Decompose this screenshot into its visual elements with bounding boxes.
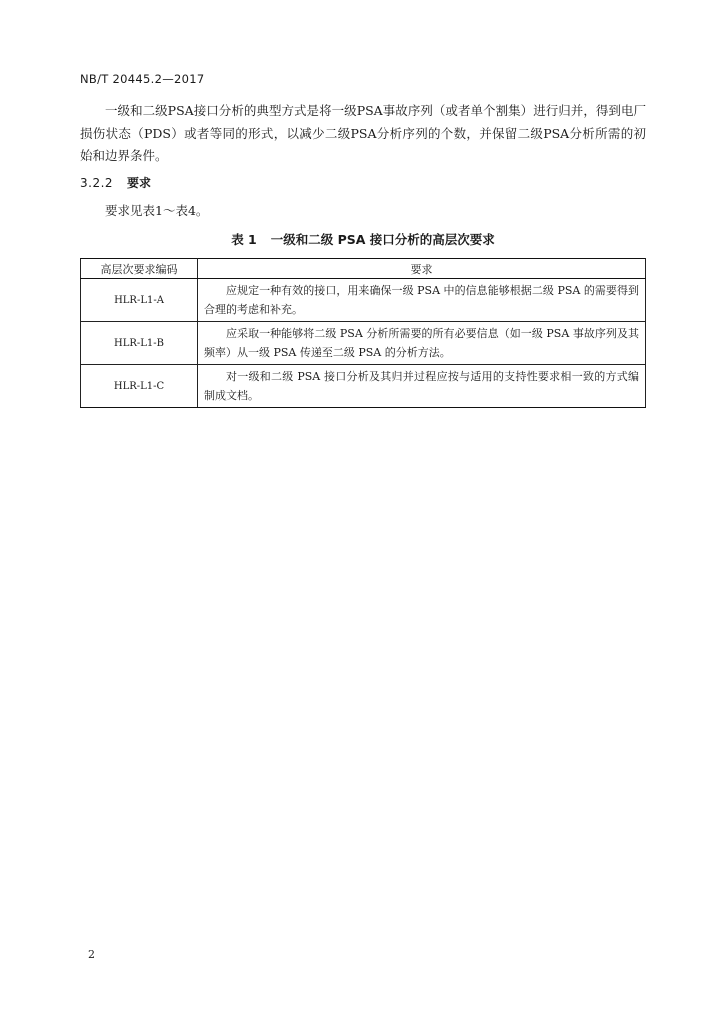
requirements-table (80, 258, 646, 408)
requirement-text: 应规定一种有效的接口，用来确保一级 PSA 中的信息能够根据二级 PSA 的需要得到合理的考虑和补充。 (198, 279, 646, 322)
requirement-code: HLR-L1-B (81, 322, 198, 365)
intro-paragraph: 一级和二级PSA接口分析的典型方式是将一级PSA事故序列（或者单个割集）进行归并，得到电厂损伤状态（PDS）或者等同的形式，以减少二级PSA分析序列的个数，并保留二级PSA分析所需的初始和边界条件。 (80, 103, 646, 163)
document-code: NB/T 20445.2—2017 (80, 72, 205, 86)
table-caption-title: 一级和二级 PSA 接口分析的高层次要求 (270, 232, 495, 247)
table-row (81, 279, 646, 322)
table-row (81, 322, 646, 365)
requirement-text: 对一级和二级 PSA 接口分析及其归并过程应按与适用的支持性要求相一致的方式编制成文档。 (198, 365, 646, 408)
requirements-paragraph: 要求见表1～表4。 (105, 203, 209, 218)
table-header-row (81, 259, 646, 279)
table-caption (80, 230, 646, 248)
section-number: 3.2.2 (80, 176, 114, 190)
page-number: 2 (88, 948, 95, 961)
requirement-text: 应采取一种能够将二级 PSA 分析所需要的所有必要信息（如一级 PSA 事故序列及其频率）从一级 PSA 传递至二级 PSA 的分析方法。 (198, 322, 646, 365)
requirement-code: HLR-L1-C (81, 365, 198, 408)
header-code: 高层次要求编码 (81, 259, 198, 279)
section-title: 要求 (127, 176, 152, 190)
table-caption-number: 表 1 (231, 232, 257, 247)
table-row (81, 365, 646, 408)
header-requirement: 要求 (198, 259, 646, 279)
requirement-code: HLR-L1-A (81, 279, 198, 322)
section-heading (80, 174, 151, 191)
